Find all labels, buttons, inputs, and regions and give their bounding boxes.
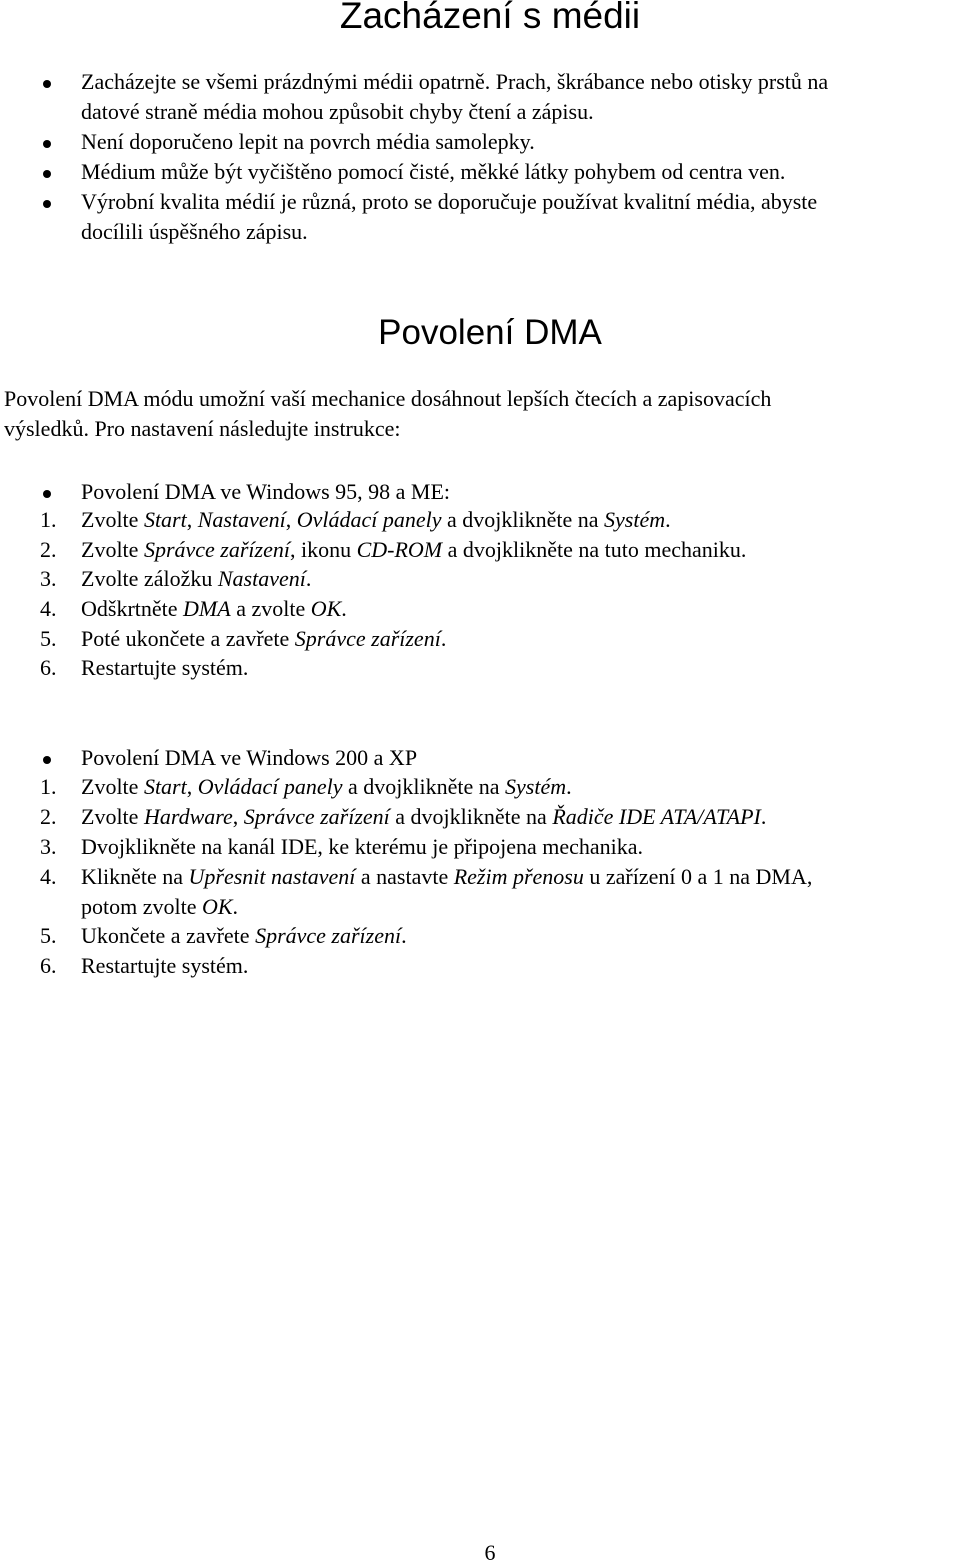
- step-text: Klikněte na Upřesnit nastavení a nastavte Režim přenosu u zařízení 0 a 1 na DMA,: [81, 864, 813, 889]
- step-text: Zvolte Správce zařízení, ikonu CD-ROM a dvojklikněte na tuto mechaniku.: [81, 537, 747, 562]
- step-text: Poté ukončete a zavřete Správce zařízení.: [81, 626, 447, 651]
- step-number: 2.: [40, 804, 57, 829]
- step-text: Zvolte Start, Ovládací panely a dvojklikněte na Systém.: [81, 774, 572, 799]
- step-text: Ukončete a zavřete Správce zařízení.: [81, 923, 407, 948]
- bullet-icon: [43, 170, 51, 178]
- intro-paragraph-line: výsledků. Pro nastavení následujte instrukce:: [4, 416, 401, 441]
- step-number: 3.: [40, 834, 57, 859]
- step-text: Zvolte záložku Nastavení.: [81, 566, 312, 591]
- step-text: Dvojklikněte na kanál IDE, ke kterému je připojena mechanika.: [81, 834, 644, 859]
- list-item-line: datové straně média mohou způsobit chyby čtení a zápisu.: [81, 99, 594, 124]
- step-number: 6.: [40, 953, 57, 978]
- section-title-dma: Povolení DMA: [378, 313, 602, 352]
- step-text: Restartujte systém.: [81, 953, 249, 978]
- step-number: 1.: [40, 774, 57, 799]
- page-number: 6: [484, 1540, 496, 1565]
- bullet-icon: [43, 80, 51, 88]
- bullet-icon: [43, 490, 51, 498]
- bullet-icon: [43, 200, 51, 208]
- step-number: 1.: [40, 507, 57, 532]
- step-number: 4.: [40, 596, 57, 621]
- group-heading-win9x: Povolení DMA ve Windows 95, 98 a ME:: [81, 479, 451, 504]
- group-heading-win2000-xp: Povolení DMA ve Windows 200 a XP: [81, 745, 418, 770]
- step-number: 3.: [40, 566, 57, 591]
- intro-paragraph-line: Povolení DMA módu umožní vaší mechanice dosáhnout lepších čtecích a zapisovacích: [4, 386, 772, 411]
- step-text: Odškrtněte DMA a zvolte OK.: [81, 596, 347, 621]
- step-number: 4.: [40, 864, 57, 889]
- step-text-continued: potom zvolte OK.: [81, 894, 239, 919]
- step-number: 6.: [40, 655, 57, 680]
- bullet-icon: [43, 140, 51, 148]
- list-item-line: Zacházejte se všemi prázdnými médii opatrně. Prach, škrábance nebo otisky prstů na: [81, 69, 829, 94]
- list-item-line: Výrobní kvalita médií je různá, proto se doporučuje používat kvalitní média, abyste: [81, 189, 818, 214]
- step-text: Zvolte Start, Nastavení, Ovládací panely a dvojklikněte na Systém.: [81, 507, 671, 532]
- step-number: 5.: [40, 626, 57, 651]
- step-number: 2.: [40, 537, 57, 562]
- list-item-line: Není doporučeno lepit na povrch média samolepky.: [81, 129, 535, 154]
- bullet-icon: [43, 756, 51, 764]
- step-text: Zvolte Hardware, Správce zařízení a dvojklikněte na Řadiče IDE ATA/ATAPI.: [81, 804, 767, 829]
- section-title-media: Zacházení s médii: [339, 0, 641, 36]
- list-item-line: Médium může být vyčištěno pomocí čisté, měkké látky pohybem od centra ven.: [81, 159, 786, 184]
- step-number: 5.: [40, 923, 57, 948]
- list-item-line: docílili úspěšného zápisu.: [81, 219, 308, 244]
- step-text: Restartujte systém.: [81, 655, 249, 680]
